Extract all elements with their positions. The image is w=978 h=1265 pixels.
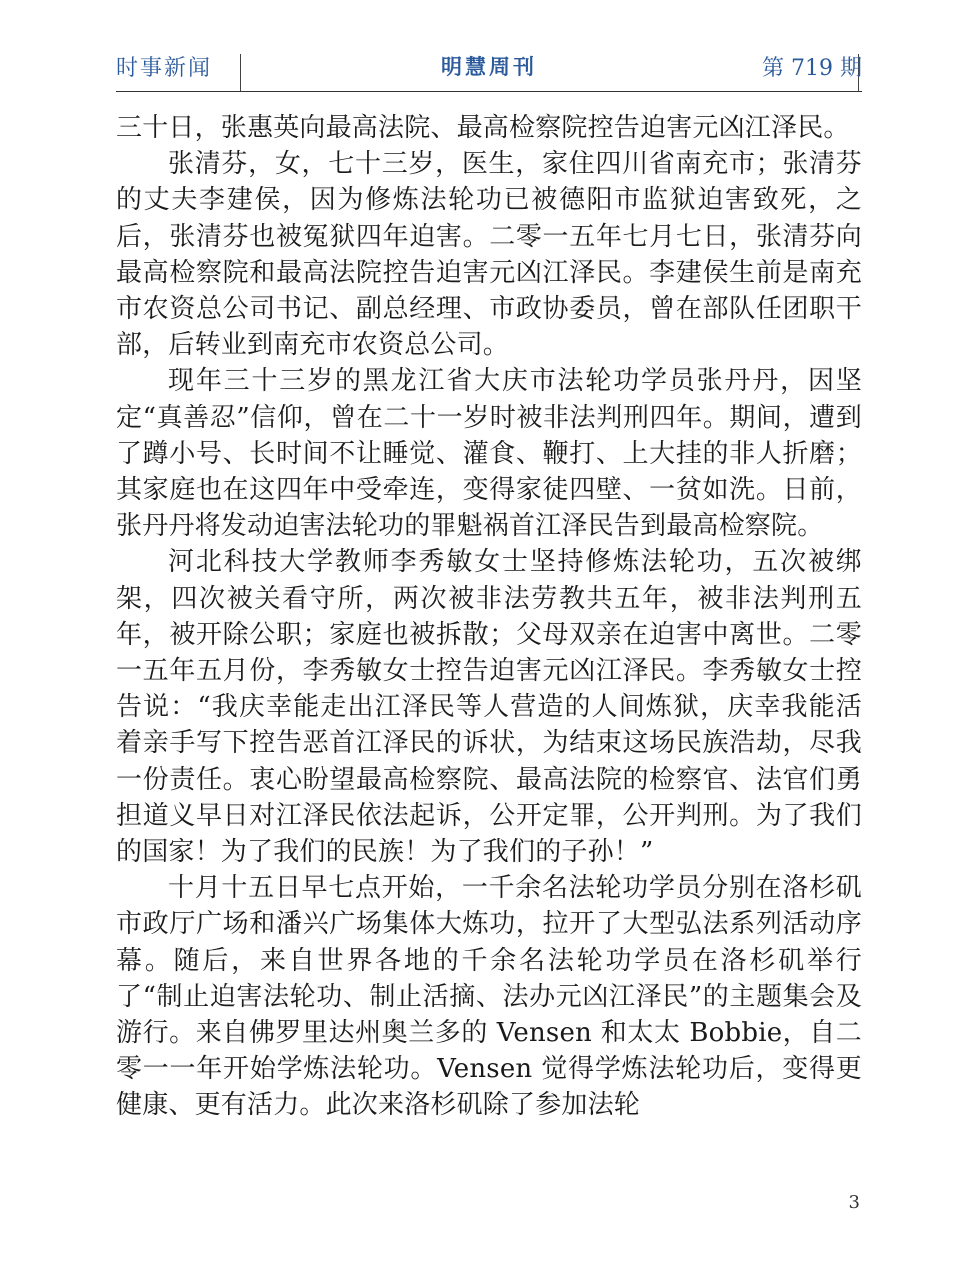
header-rule — [116, 91, 862, 92]
section-label: 时事新闻 — [116, 56, 213, 81]
paragraph: 张清芬，女，七十三岁，医生，家住四川省南充市；张清芬的丈夫李建侯，因为修炼法轮功已被德阳市监狱迫害致死，之后，张清芬也被冤狱四年迫害。二零一五年七月七日，张清芬向最高检察院和最高法院控告迫害元凶江泽民。李建侯生前是南充市农资总公司书记、副总经理、市政协委员，曾在部队任团职干部，后转业到南充市农资总公司。 — [116, 149, 862, 361]
issue-number: 第 719 期 — [762, 56, 862, 81]
publication-title: 明慧周刊 — [441, 55, 537, 79]
page-number: 3 — [848, 1192, 860, 1213]
paragraph: 河北科技大学教师李秀敏女士坚持修炼法轮功，五次被绑架，四次被关看守所，两次被非法劳教共五年，被非法判刑五年，被开除公职；家庭也被拆散；父母双亲在迫害中离世。二零一五年五月份，李秀敏女士控告迫害元凶江泽民。李秀敏女士控告说：“我庆幸能走出江泽民等人营造的人间炼狱，庆幸我能活着亲手写下控告恶首江泽民的诉状，为结束这场民族浩劫，尽我一份责任。衷心盼望最高检察院、最高法院的检察官、法官们勇担道义早日对江泽民依法起诉，公开定罪，公开判刑。为了我们的国家！为了我们的民族！为了我们的子孙！” — [116, 547, 862, 868]
paragraph: 现年三十三岁的黑龙江省大庆市法轮功学员张丹丹，因坚定“真善忍”信仰，曾在二十一岁时被非法判刑四年。期间，遭到了蹲小号、长时间不让睡觉、灌食、鞭打、上大挂的非人折磨；其家庭也在这四年中受牵连，变得家徒四壁、一贫如洗。日前，张丹丹将发动迫害法轮功的罪魁祸首江泽民告到最高检察院。 — [116, 366, 862, 542]
paragraph-continuation: 三十日，张惠英向最高法院、最高检察院控告迫害元凶江泽民。 — [116, 113, 850, 143]
paragraph: 十月十五日早七点开始，一千余名法轮功学员分别在洛杉矶市政厅广场和潘兴广场集体大炼功，拉开了大型弘法系列活动序幕。随后，来自世界各地的千余名法轮功学员在洛杉矶举行了“制止迫害法轮功、制止活摘、法办元凶江泽民”的主题集会及游行。来自佛罗里达州奥兰多的 Vensen 和太太 Bobbie，自二零一一年开始学炼法轮功。Vensen 觉得学炼法轮功后，变得更健康、更有活力。此次来洛杉矶除了参加法轮 — [116, 873, 862, 1121]
article-body — [116, 110, 862, 1124]
page-header — [116, 46, 862, 92]
